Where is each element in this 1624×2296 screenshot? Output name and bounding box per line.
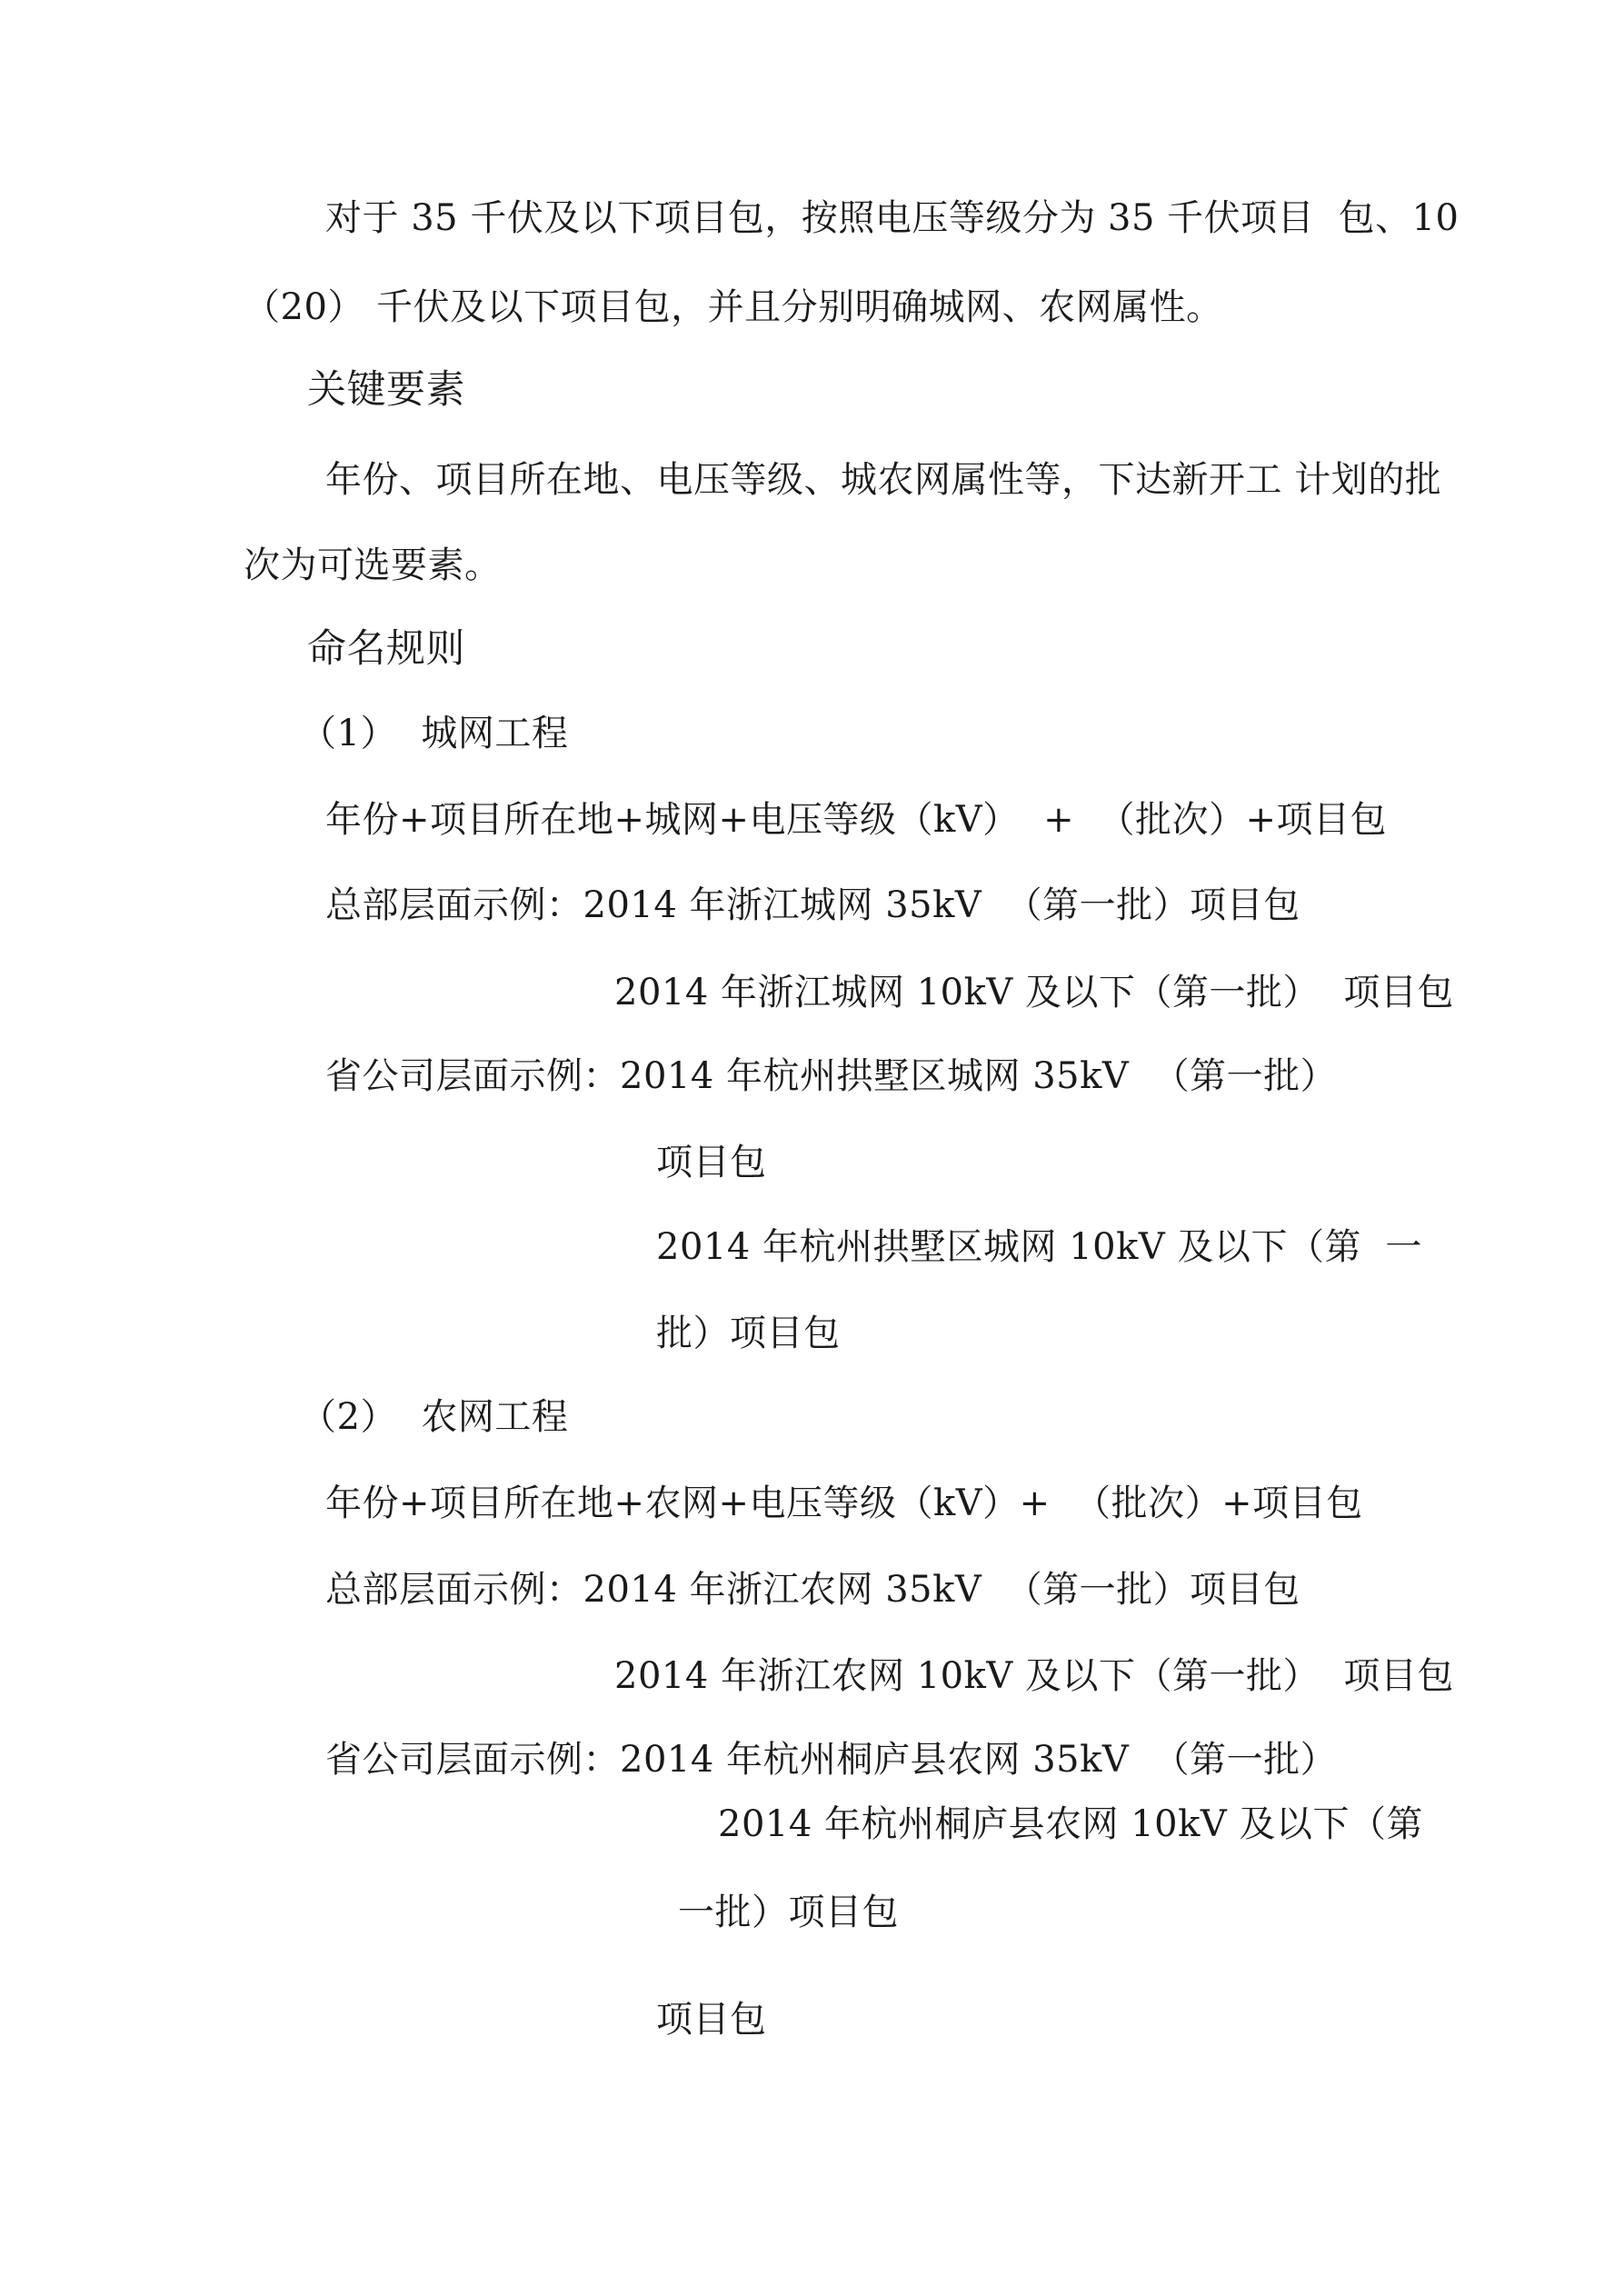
urban-hq-example-1: 总部层面示例：2014 年浙江城网 35kV （第一批）项目包	[325, 884, 1300, 926]
rural-title: （2） 农网工程	[300, 1396, 569, 1438]
urban-prov-example-2: 2014 年杭州拱墅区城网 10kV 及以下（第 一	[656, 1226, 1422, 1268]
rural-prov-example-2: 2014 年杭州桐庐县农网 10kV 及以下（第	[718, 1803, 1423, 1845]
intro-line-2: （20） 千伏及以下项目包，并且分别明确城网、农网属性。	[244, 286, 1223, 328]
rural-hq-example-2: 2014 年浙江农网 10kV 及以下（第一批） 项目包	[614, 1655, 1454, 1697]
urban-prov-example-2-cont: 批）项目包	[656, 1313, 841, 1354]
urban-prov-example-1-cont: 项目包	[656, 1142, 767, 1183]
urban-hq-example-2: 2014 年浙江城网 10kV 及以下（第一批） 项目包	[614, 972, 1454, 1013]
key-elements-line-1: 年份、项目所在地、电压等级、城农网属性等，下达新开工 计划的批	[325, 459, 1442, 501]
naming-rules-heading: 命名规则	[307, 626, 465, 672]
rural-hq-example-1: 总部层面示例：2014 年浙江农网 35kV （第一批）项目包	[325, 1569, 1300, 1611]
intro-line-1: 对于 35 千伏及以下项目包，按照电压等级分为 35 千伏项目 包、10	[325, 197, 1460, 239]
key-elements-line-2: 次为可选要素。	[244, 544, 502, 586]
rural-prov-example-2-cont: 一批）项目包	[678, 1892, 899, 1933]
rural-formula: 年份+项目所在地+农网+电压等级（kV）+ （批次）+项目包	[325, 1482, 1363, 1524]
rural-trailing-text: 项目包	[656, 1999, 767, 2041]
urban-formula: 年份+项目所在地+城网+电压等级（kV） + （批次）+项目包	[325, 799, 1388, 841]
urban-prov-example-1: 省公司层面示例：2014 年杭州拱墅区城网 35kV （第一批）	[325, 1055, 1338, 1097]
rural-prov-example-1: 省公司层面示例：2014 年杭州桐庐县农网 35kV （第一批）	[325, 1739, 1338, 1781]
key-elements-heading: 关键要素	[307, 367, 465, 413]
urban-title: （1） 城网工程	[300, 713, 569, 754]
